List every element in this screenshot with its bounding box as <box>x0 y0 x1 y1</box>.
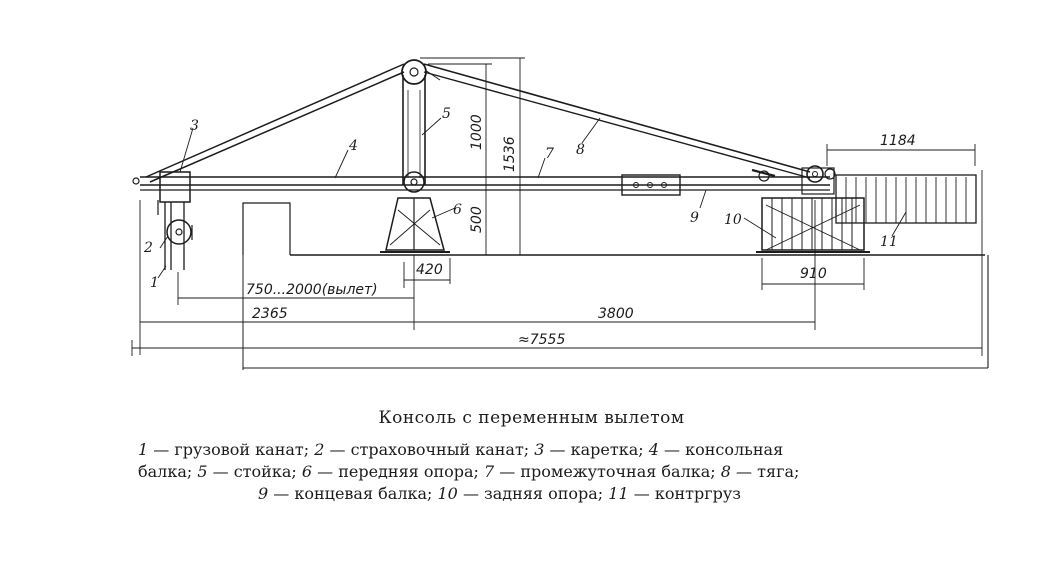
dim-1536: 1536 <box>502 136 518 172</box>
legend-num: 3 <box>534 440 545 459</box>
callout-3: 3 <box>190 118 199 134</box>
legend-line-2 <box>138 462 799 481</box>
dim-500: 500 <box>469 206 485 233</box>
legend-num: 2 <box>314 440 325 459</box>
dim-7555: ≈7555 <box>518 332 566 348</box>
callout-11: 11 <box>880 234 898 250</box>
dim-420: 420 <box>416 262 443 278</box>
legend-num: 10 <box>437 484 458 503</box>
dim-1184: 1184 <box>880 133 916 149</box>
legend-text: — консольная <box>658 440 784 459</box>
legend-text: — каретка; <box>544 440 649 459</box>
legend-line-3 <box>258 484 741 503</box>
legend-text: — промежуточная балка; <box>494 462 721 481</box>
figure-title: Консоль с переменным вылетом <box>378 408 685 428</box>
legend-num: 1 <box>138 440 149 459</box>
legend-text: — стойка; <box>207 462 302 481</box>
legend-text: — концевая балка; <box>268 484 438 503</box>
legend-num: 9 <box>258 484 269 503</box>
legend-text: — контргруз <box>628 484 741 503</box>
legend-text: — передняя опора; <box>312 462 485 481</box>
callout-6: 6 <box>453 202 462 218</box>
legend-num: 11 <box>608 484 629 503</box>
mast <box>402 60 426 192</box>
legend-text: — тяга; <box>730 462 800 481</box>
stay-front <box>146 64 404 182</box>
callout-8: 8 <box>576 142 585 158</box>
callout-9: 9 <box>690 210 699 226</box>
main-beam <box>133 177 830 190</box>
dim-3800: 3800 <box>598 306 634 322</box>
legend-line-1 <box>138 440 783 459</box>
callout-2: 2 <box>144 240 153 256</box>
dim-910: 910 <box>800 266 827 282</box>
carriage <box>158 172 192 270</box>
dim-1000: 1000 <box>469 114 485 150</box>
legend-num: 5 <box>197 462 208 481</box>
callout-1: 1 <box>150 275 159 291</box>
legend-num: 7 <box>484 462 495 481</box>
legend-num: 6 <box>301 462 313 481</box>
dim-2365: 2365 <box>252 306 288 322</box>
callout-7: 7 <box>545 146 554 162</box>
legend-num: 8 <box>720 462 731 481</box>
legend-text: — задняя опора; <box>457 484 609 503</box>
legend-text: — грузовой канат; <box>148 440 315 459</box>
front-support <box>380 198 450 252</box>
counterweight <box>836 175 976 223</box>
legend-text: — страховочный канат; <box>324 440 535 459</box>
dim-reach: 750...2000(вылет) <box>246 282 378 298</box>
legend-num: 4 <box>648 440 659 459</box>
callout-5: 5 <box>442 106 451 122</box>
rear-support <box>756 198 870 252</box>
callout-10: 10 <box>724 212 742 228</box>
legend-text: балка; <box>138 462 198 481</box>
callout-4: 4 <box>349 138 358 154</box>
